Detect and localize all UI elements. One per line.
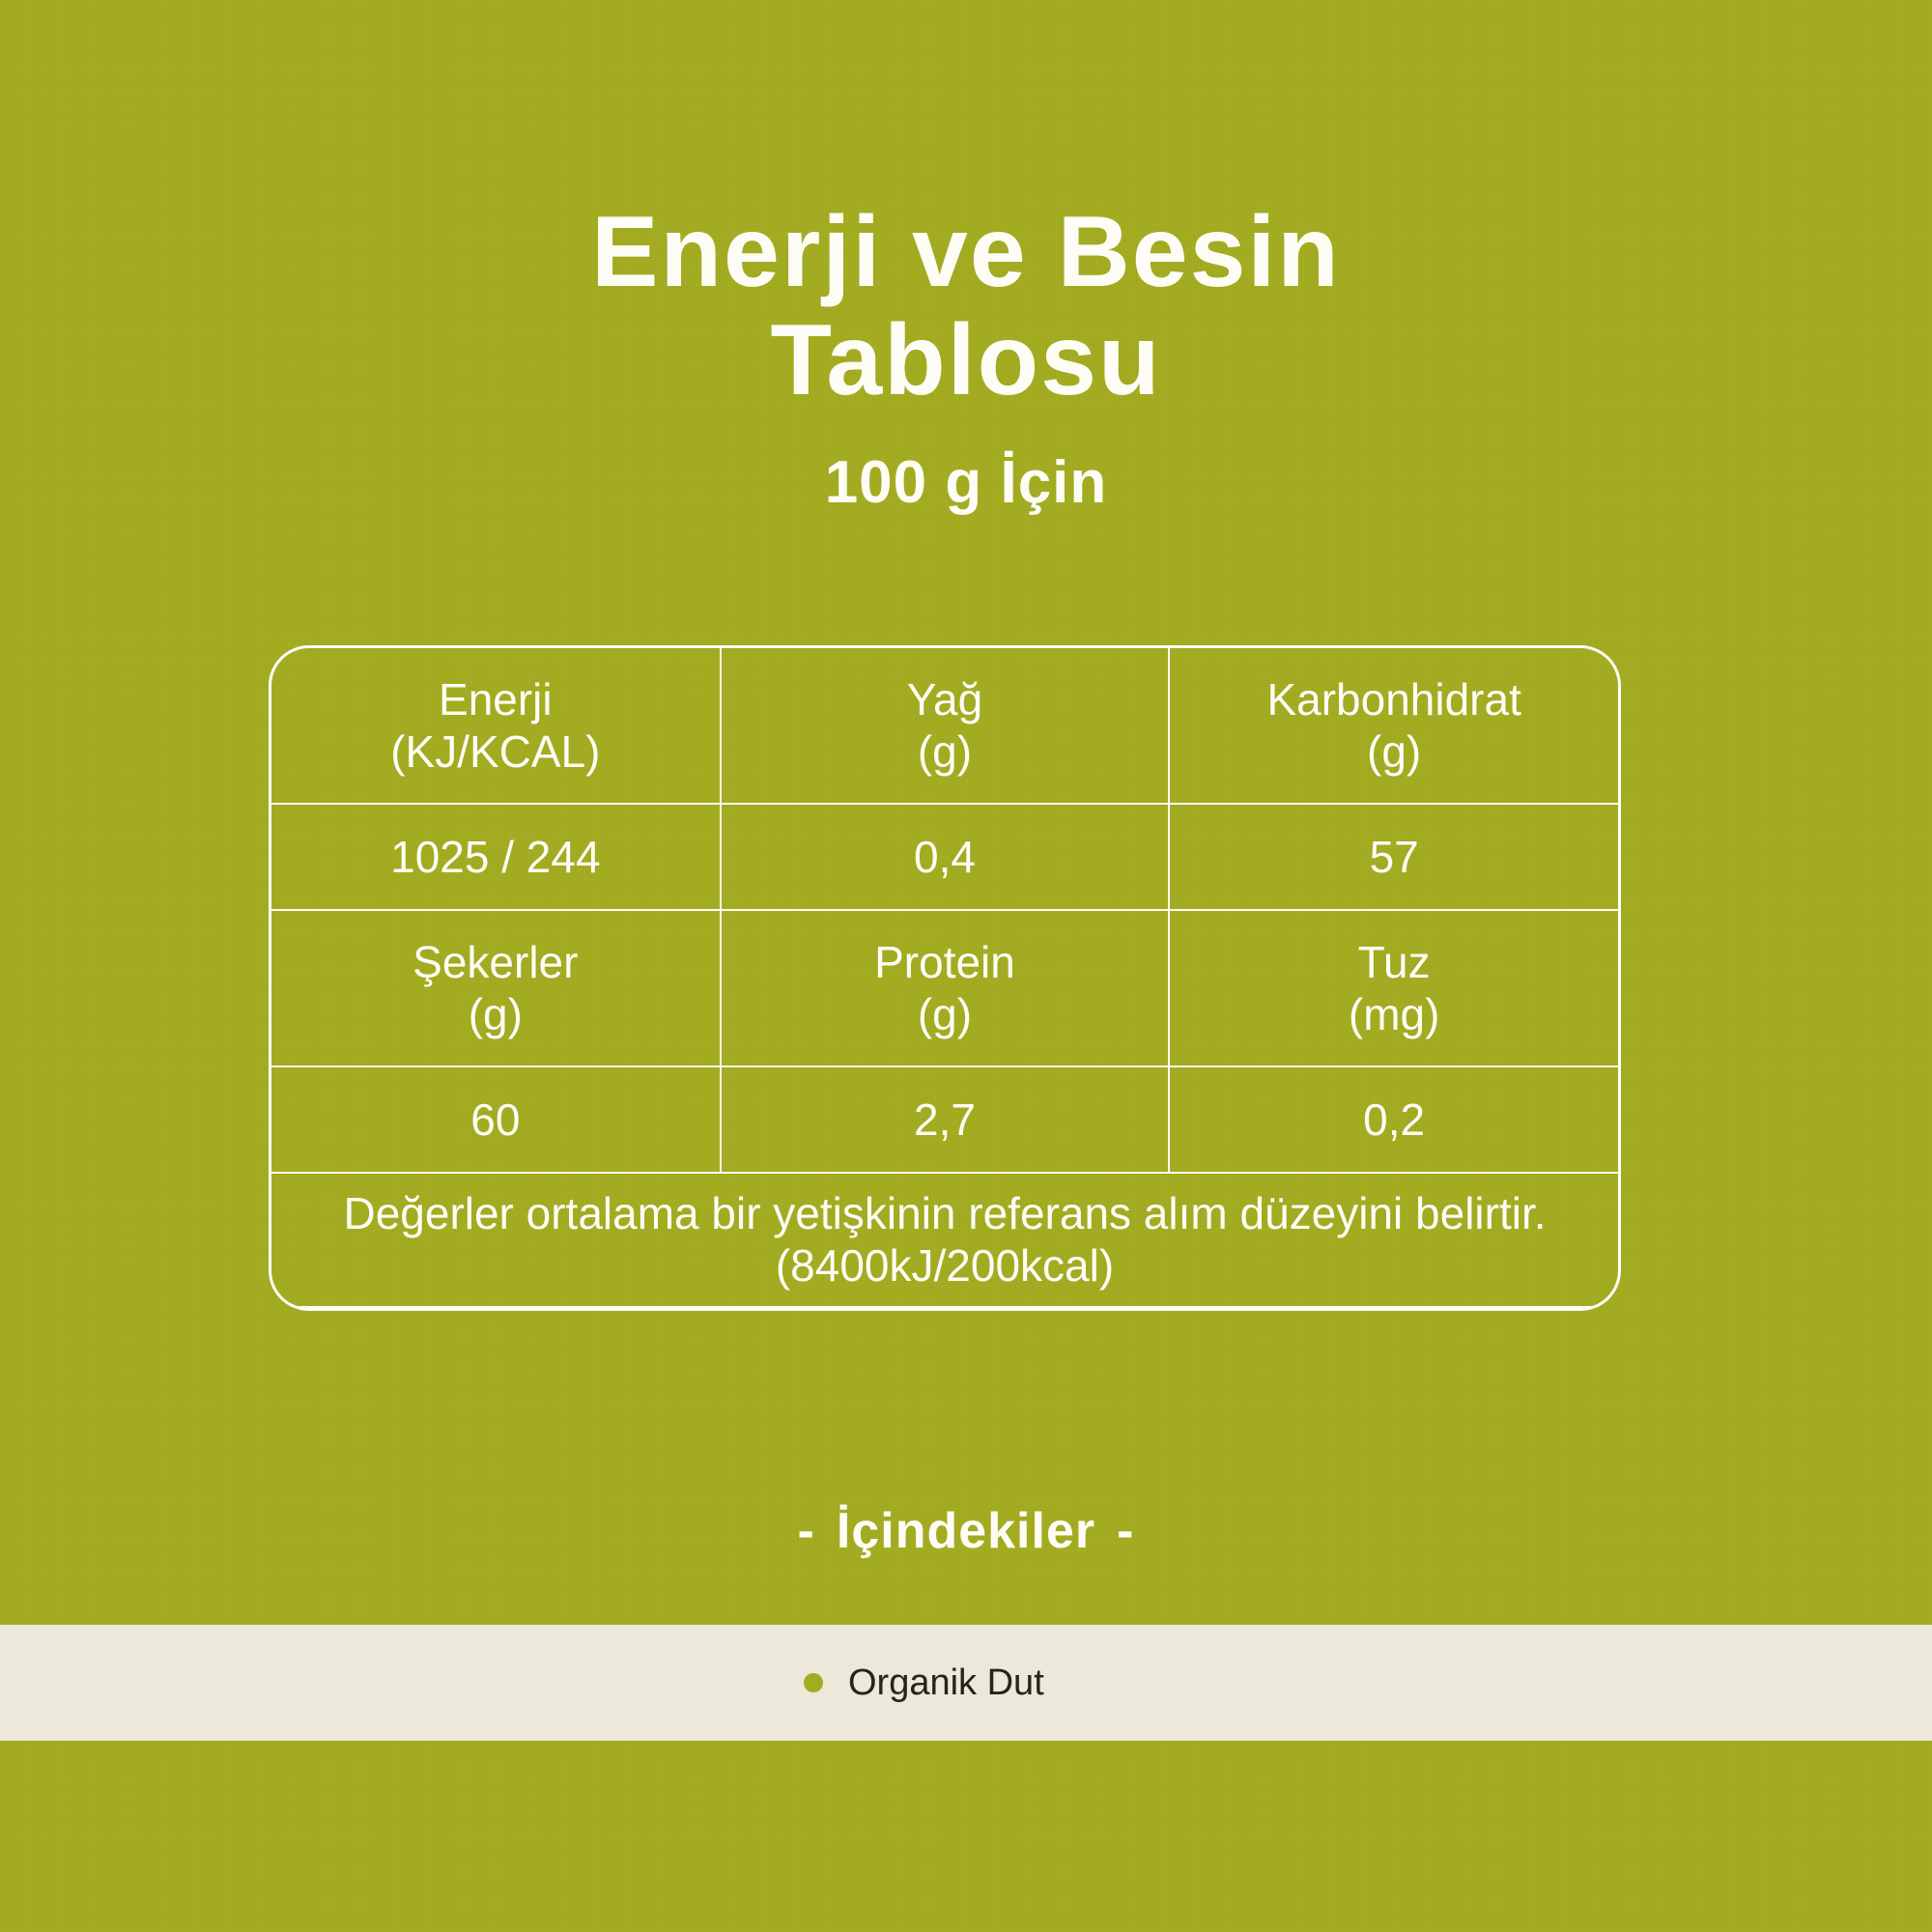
header-cell-sugars-line1: Şekerler: [412, 936, 579, 987]
reference-intake-note-line1: Değerler ortalama bir yetişkinin referans alım düzeyini belirtir.: [343, 1188, 1547, 1238]
header-cell-fat-line1: Yağ: [906, 673, 983, 724]
header-cell-sugars: [271, 910, 721, 1066]
page-header: [0, 198, 1932, 517]
reference-intake-note-line2: (8400kJ/200kcal): [775, 1240, 1115, 1292]
header-cell-energy-line2: (KJ/KCAL): [390, 726, 601, 777]
header-cell-protein-line2: (g): [917, 989, 973, 1039]
value-cell-sugars: 60: [271, 1066, 721, 1173]
header-cell-energy-line1: Enerji: [439, 673, 553, 724]
page-title-line-1: Enerji ve Besin: [591, 196, 1341, 308]
bullet-icon: [804, 1673, 823, 1692]
header-cell-salt-line2: (mg): [1348, 989, 1440, 1039]
value-cell-salt: 0,2: [1169, 1066, 1618, 1173]
table-row-values-1: [271, 804, 1618, 910]
header-cell-fat: [721, 648, 1170, 804]
page-subtitle: 100 g İçin: [824, 448, 1108, 516]
table-row-values-2: [271, 1066, 1618, 1173]
header-cell-fat-line2: (g): [917, 726, 973, 777]
nutrition-table-container: [269, 645, 1621, 1311]
value-cell-carbohydrate: 57: [1169, 804, 1618, 910]
header-cell-carbohydrate: [1169, 648, 1618, 804]
table-row-note: [271, 1173, 1618, 1307]
header-cell-sugars-line2: (g): [468, 989, 523, 1039]
ingredient-label: Organik Dut: [848, 1662, 1044, 1703]
header-cell-carbohydrate-line1: Karbonhidrat: [1266, 673, 1521, 724]
value-cell-protein: 2,7: [721, 1066, 1170, 1173]
ingredients-heading: [0, 1502, 1932, 1560]
reference-intake-note: [271, 1173, 1618, 1307]
page-title: [0, 198, 1932, 415]
ingredients-heading-label: İçindekiler: [836, 1503, 1096, 1559]
table-row-headers-1: [271, 648, 1618, 804]
header-cell-salt: [1169, 910, 1618, 1066]
dash-right: -: [1117, 1503, 1135, 1559]
value-cell-fat: 0,4: [721, 804, 1170, 910]
page-title-line-2: Tablosu: [770, 304, 1162, 417]
value-cell-energy: 1025 / 244: [271, 804, 721, 910]
dash-left: -: [797, 1503, 815, 1559]
header-cell-salt-line1: Tuz: [1357, 936, 1431, 987]
header-cell-protein: [721, 910, 1170, 1066]
nutrition-table: [271, 648, 1618, 1308]
ingredients-band: [0, 1625, 1932, 1741]
header-cell-protein-line1: Protein: [874, 936, 1015, 987]
list-item: [804, 1662, 1044, 1704]
table-row-headers-2: [271, 910, 1618, 1066]
header-cell-carbohydrate-line2: (g): [1367, 726, 1422, 777]
header-cell-energy: [271, 648, 721, 804]
